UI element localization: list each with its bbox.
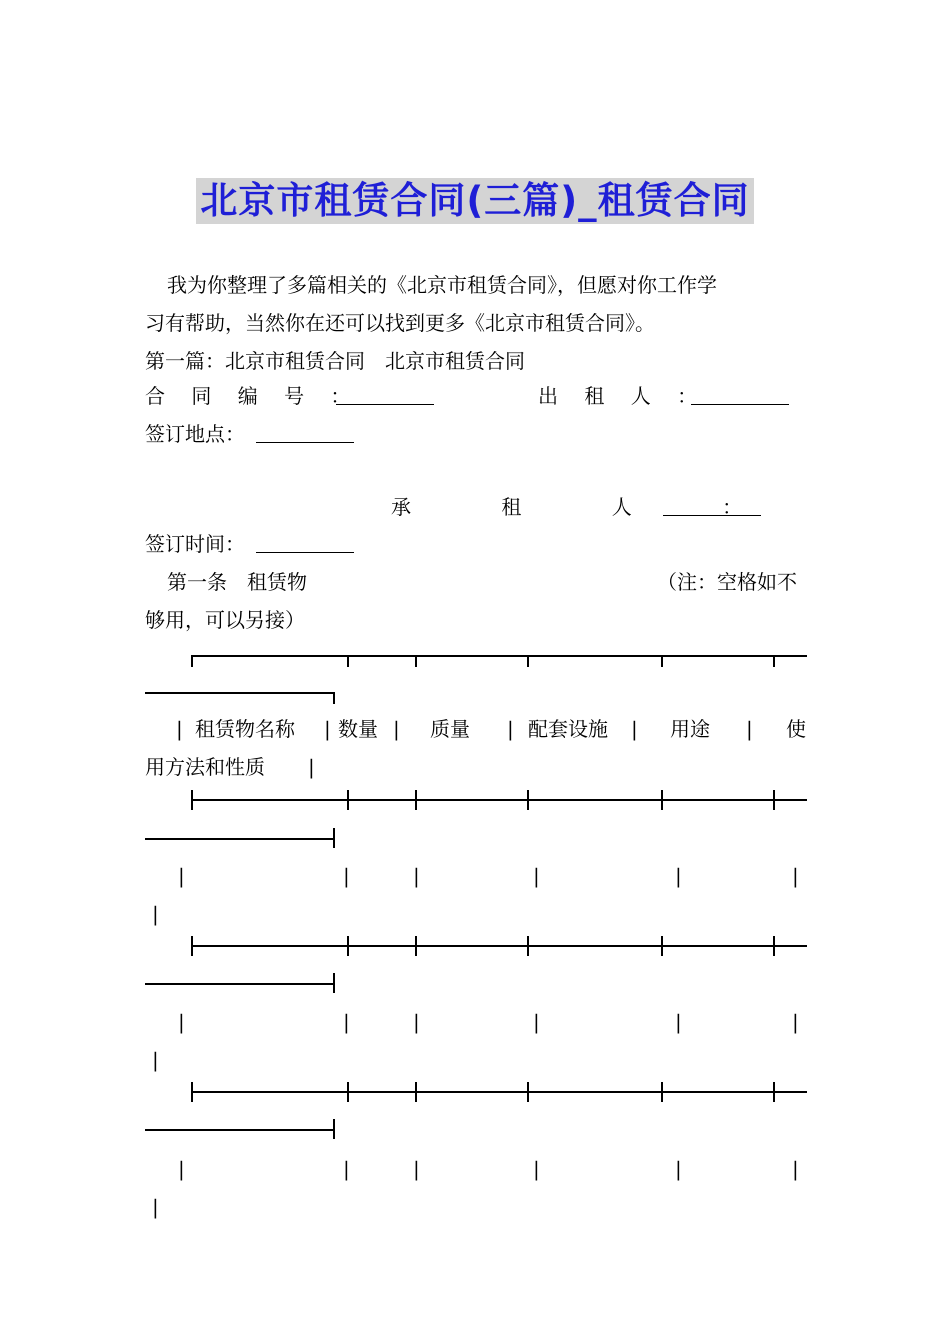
table-rule (661, 1082, 663, 1102)
table-header-cell: 配套设施 (528, 717, 608, 741)
page-title-text: 北京市租赁合同(三篇)_租赁合同 (196, 178, 753, 224)
table-header-wrap: 用方法和性质 (145, 755, 265, 779)
table-rule (661, 655, 663, 667)
table-rule (191, 655, 807, 657)
table-separator: | (178, 1157, 185, 1181)
table-separator: | (324, 717, 331, 741)
article1-note: （注：空格如不 (657, 570, 797, 594)
table-separator: | (533, 1010, 540, 1034)
table-header-cell: 数量 (338, 717, 378, 741)
table-rule (333, 1119, 335, 1139)
table-rule (191, 655, 193, 667)
table-header-cell: 用途 (670, 717, 710, 741)
intro-line-1: 我为你整理了多篇相关的《北京市租赁合同》，但愿对你工作学 (167, 273, 717, 297)
table-rule (347, 936, 349, 956)
table-rule (527, 1082, 529, 1102)
page-title (0, 176, 950, 224)
table-separator: | (792, 864, 799, 888)
table-rule (347, 655, 349, 667)
article1-heading: 第一条 租赁物 (167, 570, 307, 594)
table-rule (347, 1082, 349, 1102)
table-separator: | (152, 1048, 159, 1072)
table-separator: | (631, 717, 638, 741)
table-rule (145, 692, 333, 694)
table-rule (333, 973, 335, 993)
table-separator: | (533, 864, 540, 888)
table-separator: | (792, 1010, 799, 1034)
intro-line-2: 习有帮助，当然你在还可以找到更多《北京市租赁合同》。 (145, 311, 655, 335)
table-rule (191, 790, 193, 810)
table-separator: | (413, 1157, 420, 1181)
table-rule (773, 1082, 775, 1102)
table-separator: | (178, 864, 185, 888)
table-separator: | (152, 1195, 159, 1219)
table-rule (333, 692, 335, 704)
table-rule (347, 790, 349, 810)
table-rule (191, 1082, 193, 1102)
article1-note-wrap: 够用，可以另接） (145, 608, 305, 632)
sign-time-blank (256, 536, 354, 553)
table-rule (415, 655, 417, 667)
table-separator: | (507, 717, 514, 741)
contract-no-blank (336, 388, 434, 405)
table-separator: | (152, 902, 159, 926)
table-rule (191, 1091, 807, 1093)
table-rule (145, 983, 333, 985)
table-rule (415, 790, 417, 810)
table-rule (527, 655, 529, 667)
table-separator: | (533, 1157, 540, 1181)
table-header-cell: 质量 (430, 717, 470, 741)
table-separator: | (675, 864, 682, 888)
table-separator: | (176, 717, 183, 741)
lessor-blank (691, 388, 789, 405)
intro-paragraph (145, 266, 807, 380)
table-rule (527, 790, 529, 810)
table-separator: | (178, 1010, 185, 1034)
lessor-label: 出 租 人 ： (538, 384, 708, 408)
lessee-blank (663, 499, 761, 516)
table-separator: | (413, 864, 420, 888)
table-rule (661, 936, 663, 956)
table-rule (191, 945, 807, 947)
lessee-label: 承 租 人 ： (391, 495, 785, 519)
table-separator: | (343, 864, 350, 888)
section-heading: 第一篇：北京市租赁合同 北京市租赁合同 (145, 349, 525, 373)
table-rule (415, 1082, 417, 1102)
table-separator: | (746, 717, 753, 741)
table-rule (661, 790, 663, 810)
table-separator: | (393, 717, 400, 741)
table-separator: | (413, 1010, 420, 1034)
table-separator: | (343, 1157, 350, 1181)
table-separator: | (343, 1010, 350, 1034)
table-header-cell: 使 (786, 717, 806, 741)
table-rule (191, 936, 193, 956)
table-rule (145, 838, 333, 840)
table-rule (773, 790, 775, 810)
table-separator: | (675, 1157, 682, 1181)
table-rule (191, 799, 807, 801)
table-rule (333, 828, 335, 848)
sign-place-label: 签订地点： (145, 422, 245, 446)
table-rule (773, 655, 775, 667)
sign-place-blank (256, 426, 354, 443)
contract-no-label: 合 同 编 号 ： (145, 384, 361, 408)
table-rule (415, 936, 417, 956)
table-rule (527, 936, 529, 956)
table-separator: | (675, 1010, 682, 1034)
table-separator: | (308, 755, 315, 779)
sign-time-label: 签订时间： (145, 532, 245, 556)
table-rule (145, 1129, 333, 1131)
table-header-cell: 租赁物名称 (195, 717, 295, 741)
table-separator: | (792, 1157, 799, 1181)
table-rule (773, 936, 775, 956)
